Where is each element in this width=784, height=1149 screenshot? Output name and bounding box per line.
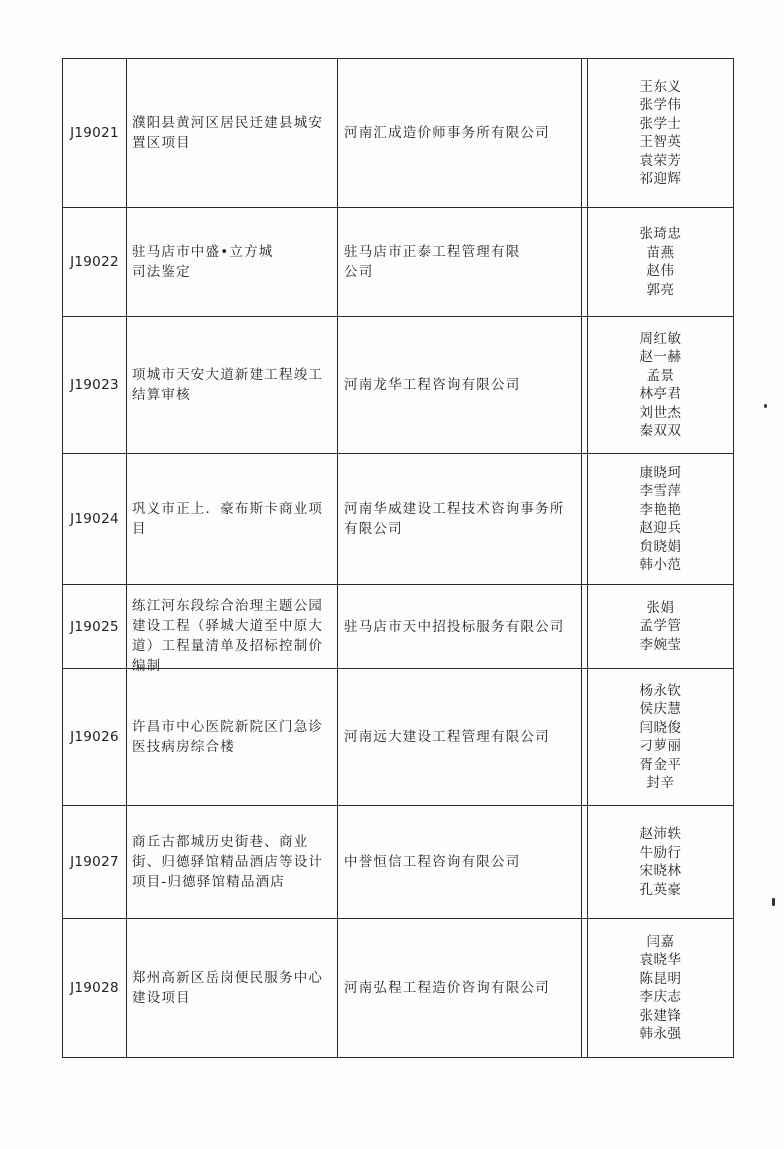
people-list	[588, 208, 734, 317]
person-name: 赵一赫	[639, 349, 682, 365]
person-name: 张学伟	[639, 97, 682, 113]
person-name: 孔英豪	[639, 881, 682, 898]
organization-name: 河南弘程工程造价咨询有限公司	[338, 919, 582, 1058]
organization-name: 河南汇成造价师事务所有限公司	[338, 59, 582, 208]
organization-name: 河南龙华工程咨询有限公司	[338, 317, 582, 454]
organization-name: 河南远大建设工程管理有限公司	[338, 669, 582, 806]
project-name: 郑州高新区岳岗便民服务中心建设项目	[127, 919, 338, 1058]
table-row	[63, 806, 734, 919]
person-name: 韩小范	[639, 557, 682, 573]
project-name: 项城市天安大道新建工程竣工结算审核	[127, 317, 338, 454]
person-name: 牛励行	[639, 844, 682, 861]
person-name: 贠晓娟	[639, 538, 682, 555]
table-row	[63, 454, 734, 585]
person-name: 赵沛轶	[639, 826, 682, 842]
people-list	[588, 317, 734, 454]
person-name: 康晓珂	[639, 464, 682, 481]
person-name: 宋晓林	[639, 863, 682, 879]
person-name: 孟学管	[639, 618, 682, 635]
person-name: 赵伟	[646, 263, 675, 279]
person-name: 林亭君	[639, 386, 682, 402]
table-row	[63, 669, 734, 806]
scan-speck	[772, 898, 775, 906]
people-list	[588, 585, 734, 669]
person-name: 刁萝丽	[639, 738, 682, 754]
person-name: 袁荣芳	[639, 152, 682, 169]
project-name: 练江河东段综合治理主题公园建设工程（驿城大道至中原大道）工程量清单及招标控制价编制	[132, 597, 324, 674]
project-code: J19021	[63, 59, 127, 208]
person-name: 封辛	[646, 775, 675, 791]
table-row	[63, 208, 734, 317]
project-code: J19024	[63, 454, 127, 585]
organization-name: 河南华威建设工程技术咨询事务所有限公司	[338, 454, 582, 585]
people-list	[588, 669, 734, 806]
person-name: 陈昆明	[639, 970, 682, 987]
person-name: 李婉莹	[639, 636, 682, 653]
person-name: 秦双双	[639, 423, 682, 439]
project-code: J19027	[63, 806, 127, 919]
organization-name: 驻马店市正泰工程管理有限 公司	[338, 208, 582, 317]
person-name: 郭亮	[646, 281, 675, 298]
person-name: 李艳艳	[639, 501, 682, 518]
project-code: J19025	[63, 585, 127, 669]
table-row	[63, 59, 734, 208]
person-name: 刘世杰	[639, 404, 682, 421]
project-name: 驻马店市中盛•立方城 司法鉴定	[127, 208, 338, 317]
project-name: 许昌市中心医院新院区门急诊医技病房综合楼	[127, 669, 338, 806]
person-name: 李雪萍	[639, 483, 682, 499]
person-name: 赵迎兵	[639, 520, 682, 536]
person-name: 闫嘉	[646, 933, 675, 950]
person-name: 张娟	[646, 599, 675, 616]
person-name: 王东义	[639, 78, 682, 95]
organization-name: 中誉恒信工程咨询有限公司	[338, 806, 582, 919]
person-name: 祁迎辉	[639, 171, 682, 187]
person-name: 李庆志	[639, 989, 682, 1005]
person-name: 杨永钦	[639, 682, 682, 699]
personnel-table	[62, 58, 734, 1058]
person-name: 袁晓华	[639, 952, 682, 968]
table-row	[63, 585, 734, 669]
people-list	[588, 454, 734, 585]
person-name: 闫晓俊	[639, 719, 682, 736]
person-name: 张学士	[639, 115, 682, 132]
people-list	[588, 59, 734, 208]
project-name: 商丘古都城历史街巷、商业街、归德驿馆精品酒店等设计项目-归德驿馆精品酒店	[127, 806, 338, 919]
project-name-cell	[127, 585, 338, 674]
project-name: 濮阳县黄河区居民迁建县城安置区项目	[127, 59, 338, 208]
scan-speck	[764, 404, 767, 408]
project-code: J19026	[63, 669, 127, 806]
person-name: 张建锋	[639, 1007, 682, 1024]
person-name: 韩永强	[639, 1026, 682, 1042]
project-code: J19023	[63, 317, 127, 454]
person-name: 王智英	[639, 134, 682, 150]
people-list	[588, 919, 734, 1058]
person-name: 侯庆慧	[639, 701, 682, 717]
table-row	[63, 919, 734, 1058]
project-name: 巩义市正上．豪布斯卡商业项目	[127, 454, 338, 585]
person-name: 周红敏	[639, 330, 682, 347]
person-name: 张琦忠	[639, 226, 682, 242]
organization-name: 驻马店市天中招投标服务有限公司	[338, 585, 582, 669]
table-row	[63, 317, 734, 454]
person-name: 孟景	[646, 367, 675, 384]
people-list	[588, 806, 734, 919]
person-name: 胥金平	[639, 756, 682, 773]
project-code: J19028	[63, 919, 127, 1058]
person-name: 苗燕	[646, 244, 675, 261]
project-code: J19022	[63, 208, 127, 317]
